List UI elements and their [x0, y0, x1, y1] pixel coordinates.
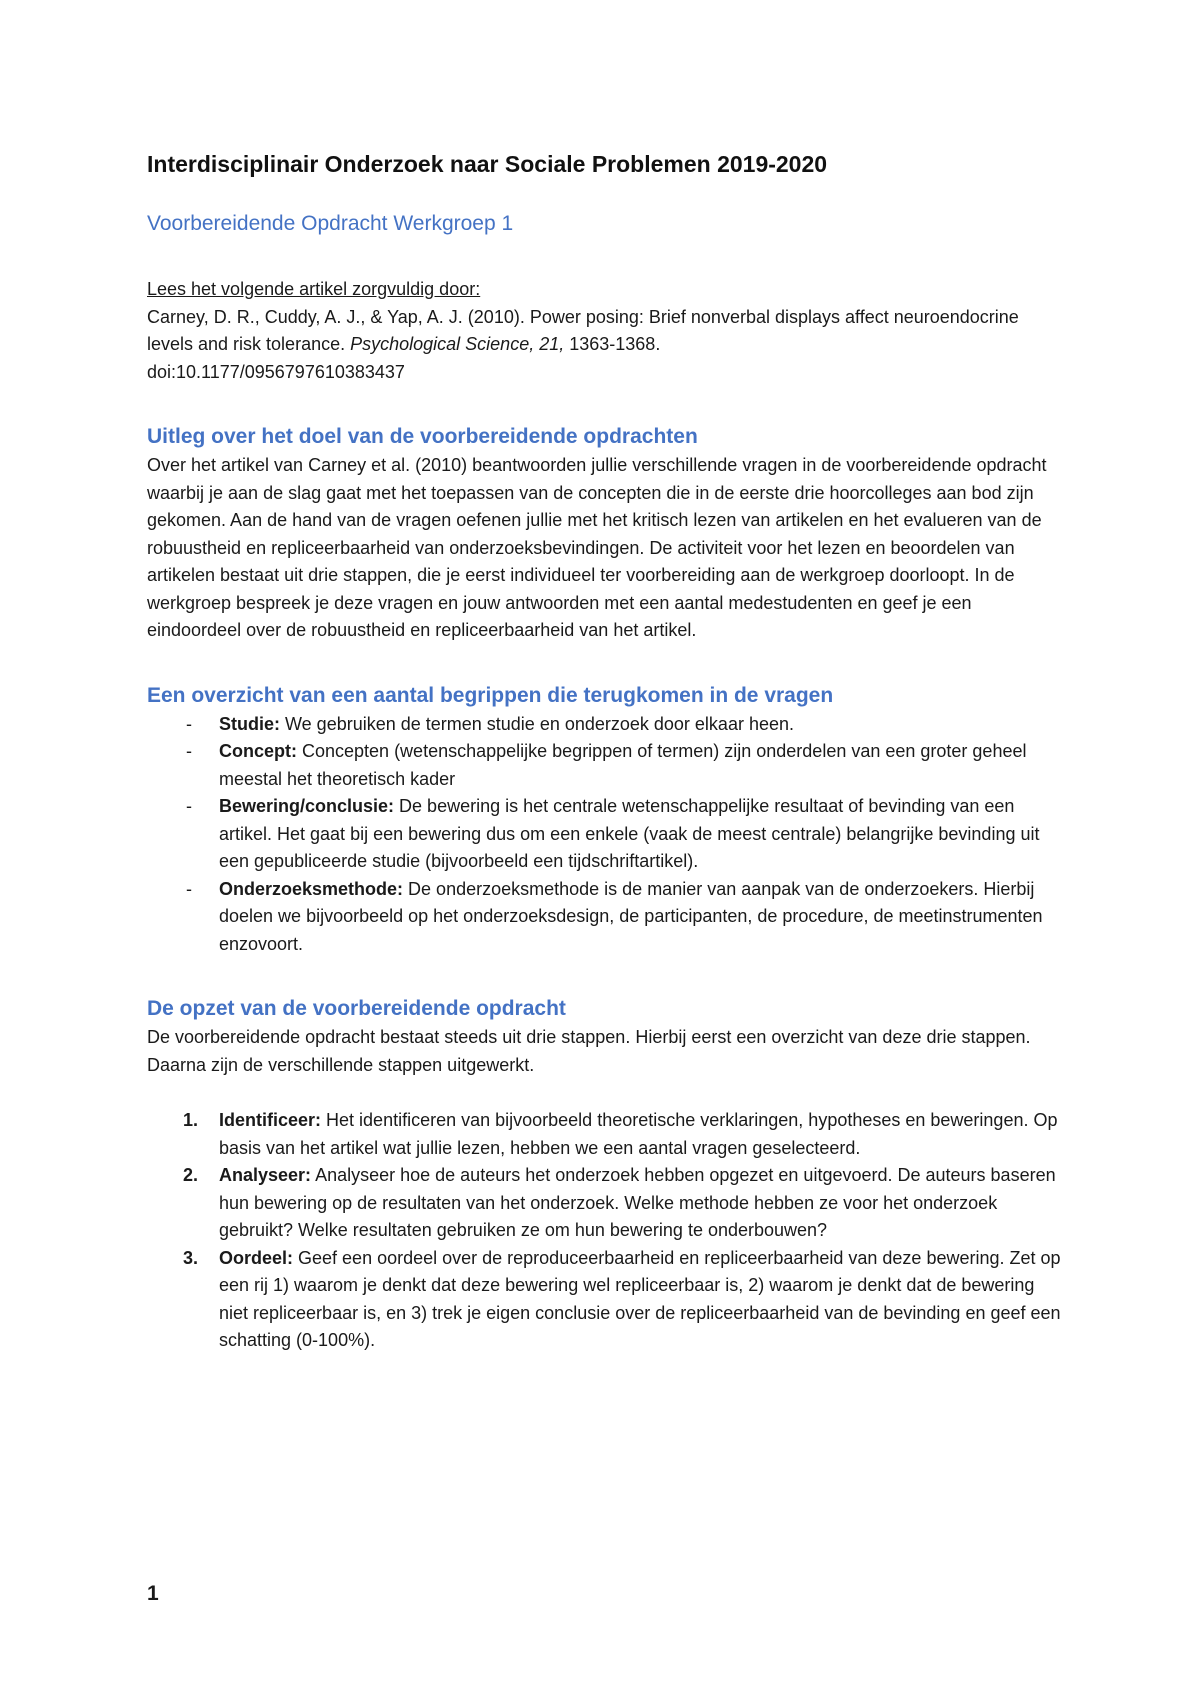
document-subtitle: Voorbereidende Opdracht Werkgroep 1	[147, 212, 514, 235]
section-body-structure: De voorbereidende opdracht bestaat steeds uit drie stappen. Hierbij eerst een overzicht van deze drie stappen. Daarna zijn de verschillende stappen uitgewerkt.	[147, 1027, 1031, 1075]
list-item-term: Bewering/conclusie:	[219, 796, 395, 816]
step-term: Oordeel:	[219, 1247, 294, 1268]
step-text: Het identificeren van bijvoorbeeld theoretische verklaringen, hypotheses en beweringen. Op basis van het artikel wat jullie lezen, hebben we een aantal vragen geselecteerd.	[219, 1110, 1058, 1158]
list-item-text: We gebruiken de termen studie en onderzoek door elkaar heen.	[280, 713, 794, 734]
step-number: 2.	[183, 1165, 199, 1185]
article-citation	[147, 304, 1067, 359]
step-item	[147, 1107, 1067, 1162]
step-text: Analyseer hoe de auteurs het onderzoek hebben opgezet en uitgevoerd. De auteurs baseren hun bewering op de resultaten van het onderzoek. Welke methode hebben ze voor het onderzoek gebruikt? Welke resultaten gebruiken ze om hun bewering te onderbouwen?	[219, 1165, 1056, 1240]
citation-pages: 1363-1368.	[564, 334, 661, 354]
step-number: 1.	[183, 1110, 199, 1130]
step-item	[147, 1245, 1067, 1355]
reading-instruction: Lees het volgende artikel zorgvuldig door:	[147, 279, 481, 299]
page-number: 1	[147, 1582, 159, 1605]
list-item-term: Onderzoeksmethode:	[219, 878, 404, 899]
list-item-term: Concept:	[219, 741, 297, 761]
list-item	[147, 876, 1067, 959]
section-heading-structure: De opzet van de voorbereidende opdracht	[147, 997, 566, 1020]
step-item	[147, 1162, 1067, 1245]
dash-bullet: -	[186, 796, 192, 816]
dash-bullet: -	[186, 741, 192, 761]
dash-bullet: -	[186, 878, 192, 899]
step-term: Analyseer:	[219, 1165, 312, 1185]
step-number: 3.	[183, 1247, 199, 1268]
article-reference-block	[147, 276, 1067, 386]
section-heading-purpose: Uitleg over het doel van de voorbereidende opdrachten	[147, 425, 698, 448]
citation-doi: doi:10.1177/0956797610383437	[147, 361, 405, 382]
document-title: Interdisciplinair Onderzoek naar Sociale Problemen 2019-2020	[147, 151, 828, 177]
list-item	[147, 711, 1067, 739]
concepts-list	[147, 711, 1067, 959]
list-item-term: Studie:	[219, 713, 280, 734]
citation-authors-title: Carney, D. R., Cuddy, A. J., & Yap, A. J. (2010). Power posing: Brief nonverbal displays affect neuroendocrine levels and risk tolerance.	[147, 306, 1019, 354]
section-body-purpose: Over het artikel van Carney et al. (2010) beantwoorden jullie verschillende vragen in de voorbereidende opdracht waarbij je aan de slag gaat met het toepassen van de concepten die in de eerste drie hoorcolleges aan bod zijn gekomen. Aan de hand van de vragen oefenen jullie met het kritisch lezen van artikelen en het evalueren van de robuustheid en repliceerbaarheid van onderzoeksbevindingen. De activiteit voor het lezen en beoordelen van artikelen bestaat uit drie stappen, die je eerst individueel ter voorbereiding aan de werkgroep doorloopt. In de werkgroep bespreek je deze vragen en jouw antwoorden met een aantal medestudenten en geef je een eindoordeel over de robuustheid en repliceerbaarheid van het artikel.	[147, 455, 1047, 640]
document-content	[147, 148, 1067, 1355]
list-item	[147, 793, 1067, 876]
step-text: Geef een oordeel over de reproduceerbaarheid en repliceerbaarheid van deze bewering. Zet op een rij 1) waarom je denkt dat deze bewering wel repliceerbaar is, 2) waarom je denkt dat de bewering niet repliceerbaar is, en 3) trek je eigen conclusie over de repliceerbaarheid van de bevinding en geef een schatting (0-100%).	[219, 1247, 1061, 1350]
list-item	[147, 738, 1067, 793]
list-item-text: De onderzoeksmethode is de manier van aanpak van de onderzoekers. Hierbij doelen we bijvoorbeeld op het onderzoeksdesign, de participanten, de procedure, de meetinstrumenten enzovoort.	[219, 878, 1043, 954]
steps-list	[147, 1107, 1067, 1355]
dash-bullet: -	[186, 713, 192, 734]
citation-journal: Psychological Science, 21,	[350, 334, 565, 354]
list-item-text: Concepten (wetenschappelijke begrippen of termen) zijn onderdelen van een groter geheel meestal het theoretisch kader	[219, 741, 1027, 789]
section-heading-concepts: Een overzicht van een aantal begrippen die terugkomen in de vragen	[147, 683, 834, 707]
list-item-text: De bewering is het centrale wetenschappelijke resultaat of bevinding van een artikel. Het gaat bij een bewering dus om een enkele (vaak de meest centrale) belangrijke bevinding uit een gepubliceerde studie (bijvoorbeeld een tijdschriftartikel).	[219, 796, 1040, 871]
step-term: Identificeer:	[219, 1110, 322, 1130]
